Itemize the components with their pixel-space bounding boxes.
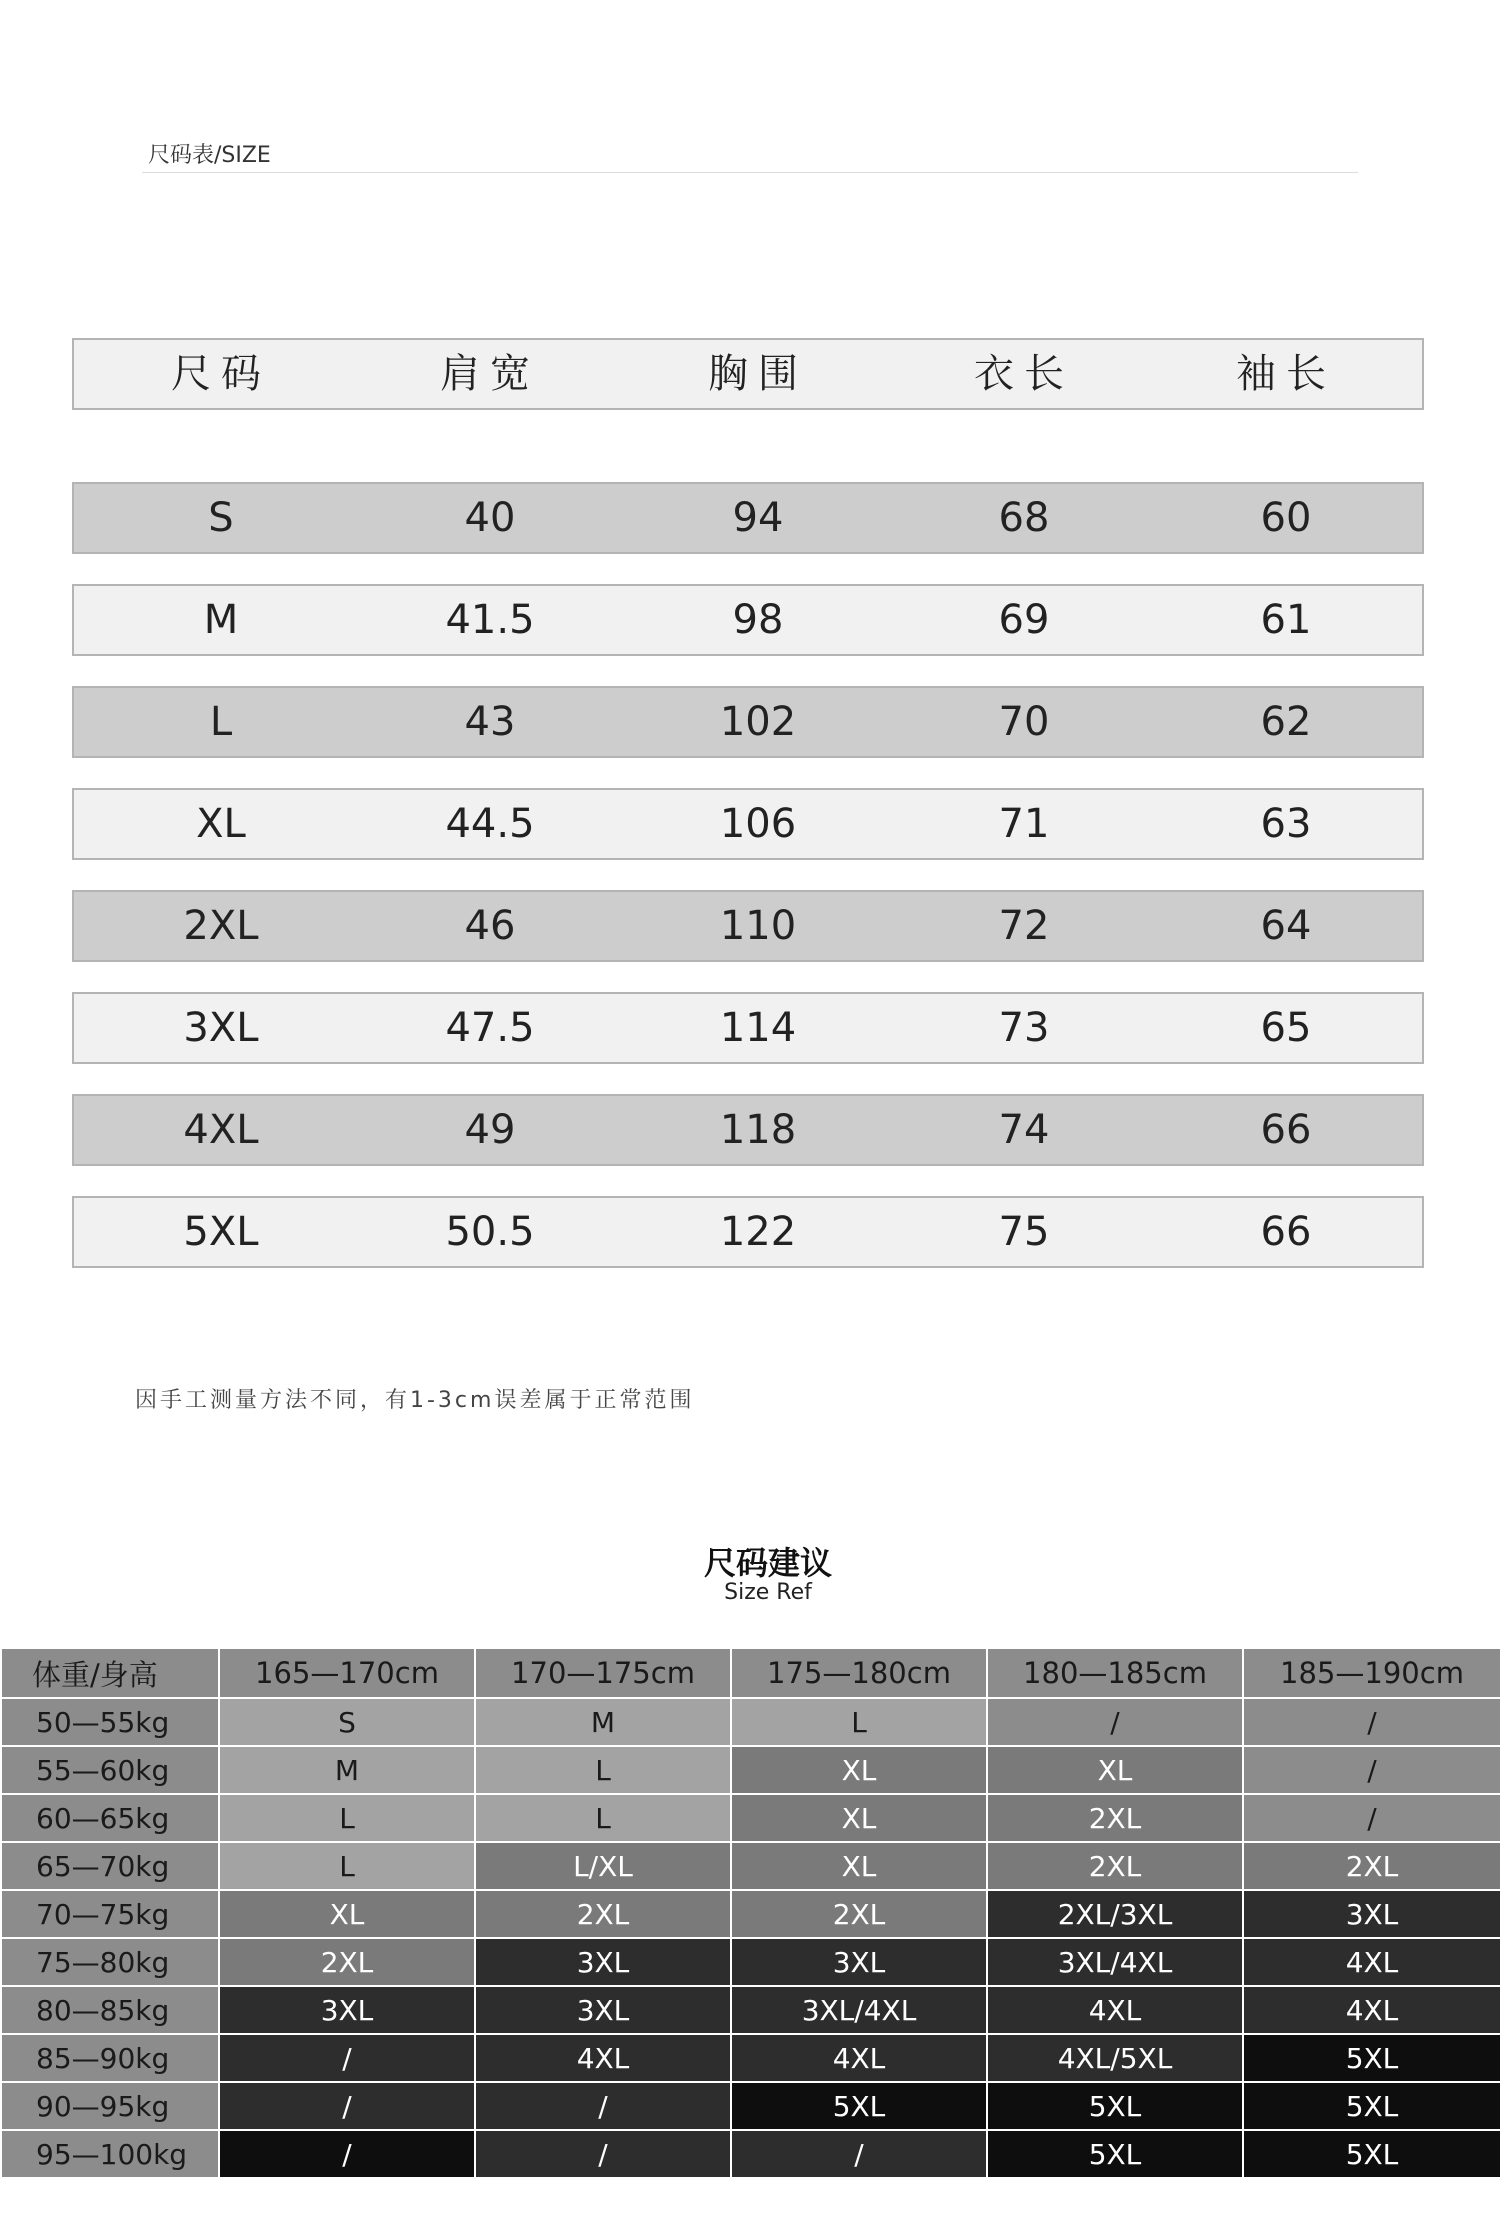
recommended-size-cell: 3XL [1243,1890,1500,1938]
size-chart-cell: 110 [719,903,797,949]
recommended-size-cell: 2XL [987,1842,1243,1890]
height-column-header: 185—190cm [1243,1648,1500,1698]
recommendation-row [1,2082,1500,2130]
recommended-size-cell: XL [987,1746,1243,1794]
size-chart-cell: 62 [1260,699,1312,745]
recommended-size-cell: S [219,1698,475,1746]
size-chart-row [72,890,1424,962]
recommended-size-cell: L [731,1698,987,1746]
recommended-size-cell: M [475,1698,731,1746]
measurement-note: 因手工测量方法不同，有1-3cm误差属于正常范围 [135,1388,695,1413]
size-chart-cell: 73 [998,1005,1050,1051]
size-chart-cell: 4XL [183,1107,259,1153]
weight-row-label: 65—70kg [1,1842,219,1890]
size-chart-cell: 3XL [183,1005,259,1051]
recommended-size-cell: L [219,1842,475,1890]
recommended-size-cell: 4XL [1243,1986,1500,2034]
size-chart-cell: M [203,597,239,643]
size-chart-cell: 2XL [183,903,259,949]
recommended-size-cell: 5XL [731,2082,987,2130]
size-chart-column-header: 肩宽 [440,351,540,397]
size-chart-column-header: 衣长 [974,351,1074,397]
recommended-size-cell: 3XL [475,1938,731,1986]
height-column-header: 180—185cm [987,1648,1243,1698]
size-chart-cell: 72 [998,903,1050,949]
size-chart-cell: 41.5 [445,597,535,643]
size-chart-cell: 60 [1260,495,1312,541]
size-chart-cell: 114 [719,1005,797,1051]
size-chart-cell: 94 [732,495,784,541]
size-chart-cell: 66 [1260,1107,1312,1153]
size-chart-cell: 61 [1260,597,1312,643]
size-chart-column-header: 袖长 [1236,351,1336,397]
size-chart-cell: 70 [998,699,1050,745]
size-chart-cell: 43 [464,699,516,745]
recommendation-row [1,1986,1500,2034]
recommended-size-cell: 5XL [1243,2082,1500,2130]
size-chart-header-row [72,338,1424,410]
recommended-size-cell: 3XL/4XL [987,1938,1243,1986]
recommended-size-cell: / [731,2130,987,2178]
recommendation-row [1,1842,1500,1890]
weight-row-label: 90—95kg [1,2082,219,2130]
size-chart-cell: 102 [719,699,797,745]
size-chart-cell: 5XL [183,1209,259,1255]
size-chart-cell: 66 [1260,1209,1312,1255]
recommended-size-cell: XL [731,1794,987,1842]
recommendation-row [1,1938,1500,1986]
recommendation-row [1,2034,1500,2082]
recommended-size-cell: 3XL/4XL [731,1986,987,2034]
recommended-size-cell: 5XL [1243,2130,1500,2178]
weight-row-label: 80—85kg [1,1986,219,2034]
weight-row-label: 95—100kg [1,2130,219,2178]
size-chart-cell: 68 [998,495,1050,541]
recommended-size-cell: L [475,1794,731,1842]
size-chart-cell: 50.5 [445,1209,535,1255]
size-chart-cell: 65 [1260,1005,1312,1051]
size-chart-cell: 49 [464,1107,516,1153]
recommended-size-cell: 4XL [475,2034,731,2082]
size-chart-cell: 122 [719,1209,797,1255]
size-recommendation-table [0,1647,1500,2179]
size-chart-cell: 46 [464,903,516,949]
size-chart-title: 尺码表/SIZE [148,143,271,168]
weight-row-label: 55—60kg [1,1746,219,1794]
recommendation-row [1,1746,1500,1794]
recommendation-row [1,1698,1500,1746]
corner-label: 体重/身高 [1,1648,219,1698]
size-chart-row [72,1196,1424,1268]
recommended-size-cell: / [1243,1746,1500,1794]
recommended-size-cell: 2XL [475,1890,731,1938]
recommendation-header-row [1,1648,1500,1698]
recommendation-subtitle: Size Ref [724,1580,812,1605]
height-column-header: 170—175cm [475,1648,731,1698]
recommended-size-cell: L [475,1746,731,1794]
height-column-header: 175—180cm [731,1648,987,1698]
recommended-size-cell: / [1243,1794,1500,1842]
recommended-size-cell: / [475,2130,731,2178]
size-chart-cell: L [209,699,233,745]
weight-row-label: 75—80kg [1,1938,219,1986]
recommended-size-cell: 3XL [219,1986,475,2034]
recommended-size-cell: / [1243,1698,1500,1746]
size-chart-cell: 44.5 [445,801,535,847]
recommended-size-cell: 5XL [1243,2034,1500,2082]
recommendation-row [1,1794,1500,1842]
size-chart-cell: S [208,495,234,541]
recommended-size-cell: 2XL/3XL [987,1890,1243,1938]
recommended-size-cell: 2XL [987,1794,1243,1842]
size-chart-cell: 69 [998,597,1050,643]
size-chart-cell: 74 [998,1107,1050,1153]
recommendation-row [1,2130,1500,2178]
weight-row-label: 60—65kg [1,1794,219,1842]
weight-row-label: 70—75kg [1,1890,219,1938]
height-column-header: 165—170cm [219,1648,475,1698]
size-chart-row [72,584,1424,656]
size-chart-row [72,686,1424,758]
recommended-size-cell: 2XL [219,1938,475,1986]
size-chart-cell: 63 [1260,801,1312,847]
size-chart-cell: XL [196,801,246,847]
size-chart-row [72,482,1424,554]
weight-row-label: 85—90kg [1,2034,219,2082]
recommended-size-cell: 4XL [987,1986,1243,2034]
recommended-size-cell: / [987,1698,1243,1746]
size-chart-cell: 47.5 [445,1005,535,1051]
recommended-size-cell: / [219,2034,475,2082]
weight-row-label: 50—55kg [1,1698,219,1746]
recommended-size-cell: M [219,1746,475,1794]
size-chart-column-header: 胸围 [708,351,808,397]
recommended-size-cell: L [219,1794,475,1842]
size-chart-row [72,992,1424,1064]
recommended-size-cell: XL [731,1842,987,1890]
recommended-size-cell: 5XL [987,2082,1243,2130]
recommended-size-cell: / [219,2130,475,2178]
recommended-size-cell: 2XL [731,1890,987,1938]
size-chart-cell: 118 [719,1107,797,1153]
recommended-size-cell: / [219,2082,475,2130]
recommendation-row [1,1890,1500,1938]
size-chart-cell: 71 [998,801,1050,847]
title-divider [142,172,1358,173]
recommended-size-cell: XL [219,1890,475,1938]
recommendation-title: 尺码建议 [703,1544,832,1582]
size-chart-cell: 106 [719,801,797,847]
recommended-size-cell: L/XL [475,1842,731,1890]
recommended-size-cell: 4XL/5XL [987,2034,1243,2082]
size-chart-row [72,1094,1424,1166]
recommended-size-cell: 4XL [1243,1938,1500,1986]
size-chart-cell: 75 [998,1209,1050,1255]
recommended-size-cell: XL [731,1746,987,1794]
size-chart-cell: 98 [732,597,784,643]
recommended-size-cell: 3XL [731,1938,987,1986]
recommended-size-cell: 2XL [1243,1842,1500,1890]
size-chart-cell: 64 [1260,903,1312,949]
recommended-size-cell: 5XL [987,2130,1243,2178]
recommended-size-cell: 3XL [475,1986,731,2034]
size-chart-row [72,788,1424,860]
recommended-size-cell: / [475,2082,731,2130]
size-chart-column-header: 尺码 [171,351,271,397]
recommended-size-cell: 4XL [731,2034,987,2082]
size-chart-cell: 40 [464,495,516,541]
